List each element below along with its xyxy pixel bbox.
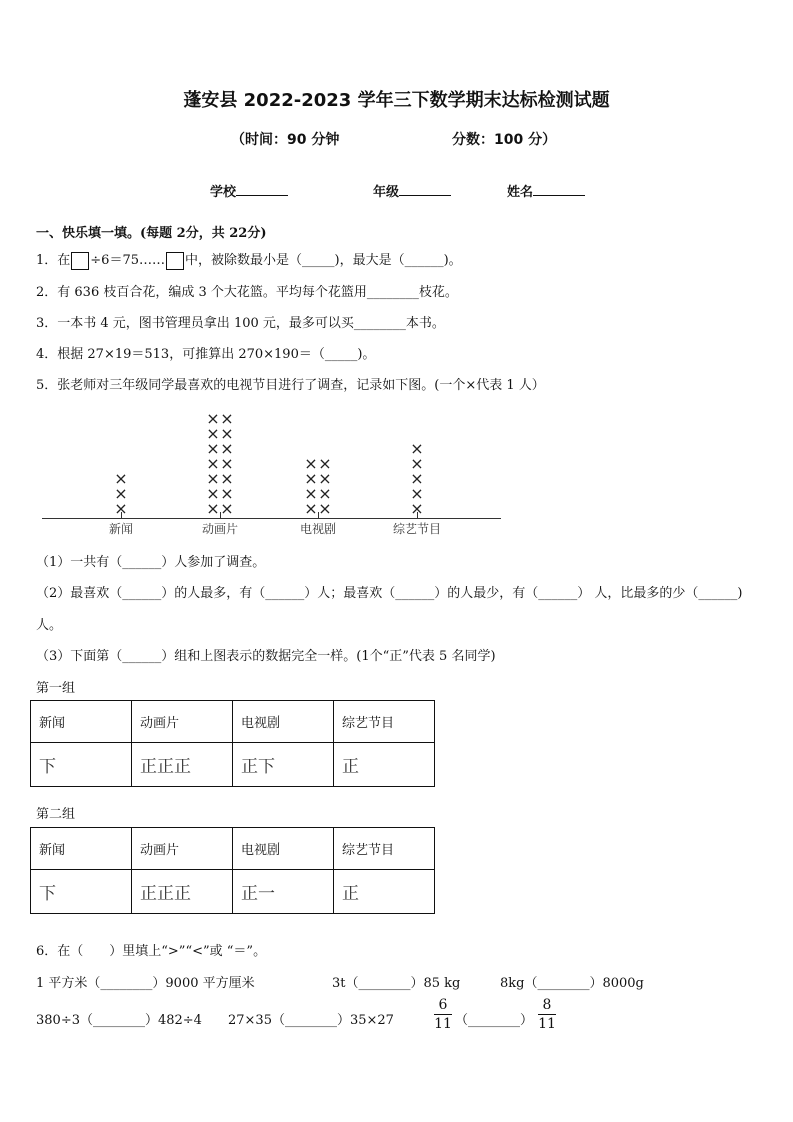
tally-mark: × [206, 439, 220, 458]
tally-mark: × [318, 484, 332, 503]
question-5-2-end: 人。 [36, 618, 63, 633]
question-4: 4．根据 27×19＝513，可推算出 270×190＝（_____)。 [36, 347, 376, 362]
tally-mark: × [410, 484, 424, 503]
category-label: 动画片 [201, 522, 238, 536]
q6-item-4: 380÷3（________）482÷4 [36, 1013, 202, 1028]
page-title: 蓬安县 2022-2023 学年三下数学期末达标检测试题 [183, 90, 610, 111]
blank-box[interactable] [166, 252, 184, 270]
question-1: 1．在 ÷6＝75…… 中，被除数最小是（_____)，最大是（______)。 [36, 253, 462, 268]
table-cell: 正下 [233, 743, 334, 787]
tally-mark: × [220, 469, 234, 488]
tally-mark: × [410, 454, 424, 473]
tally-mark: × [220, 424, 234, 443]
table-cell: 下 [31, 743, 132, 787]
table-cell: 正 [334, 870, 435, 914]
q6-item-5: 27×35（________）35×27 [228, 1013, 394, 1028]
table-header: 电视剧 [233, 701, 334, 743]
fraction-6-11: 6 11 [434, 997, 452, 1032]
tally-mark: × [220, 484, 234, 503]
name-field[interactable]: 姓名 [507, 181, 585, 200]
table-header: 综艺节目 [334, 828, 435, 870]
category-label: 电视剧 [299, 522, 336, 536]
tally-mark: × [410, 499, 424, 518]
table-header: 新闻 [31, 701, 132, 743]
tally-mark: × [114, 484, 128, 503]
table-header: 动画片 [132, 701, 233, 743]
table-header: 新闻 [31, 828, 132, 870]
tally-mark: × [318, 499, 332, 518]
tally-mark: × [220, 454, 234, 473]
q6-item-6: （________） [455, 1013, 534, 1028]
table-cell: 正正正 [132, 870, 233, 914]
section-heading: 一、快乐填一填。(每题 2分，共 22分) [36, 226, 267, 241]
table-cell: 正一 [233, 870, 334, 914]
tally-mark: × [220, 439, 234, 458]
q6-item-1: 1 平方米（________）9000 平方厘米 [36, 976, 255, 991]
question-5-3: （3）下面第（______）组和上图表示的数据完全一样。(1个“正”代表 5 名同学) [36, 649, 496, 664]
question-2: 2．有 636 枝百合花，编成 3 个大花篮。平均每个花篮用________枝花。 [36, 285, 458, 300]
group-1-table [30, 700, 435, 787]
category-label: 综艺节目 [392, 522, 441, 536]
tally-mark: × [114, 469, 128, 488]
question-3: 3．一本书 4 元，图书管理员拿出 100 元，最多可以买________本书。 [36, 316, 445, 331]
table-cell: 下 [31, 870, 132, 914]
fraction-8-11: 8 11 [538, 997, 556, 1032]
table-header: 电视剧 [233, 828, 334, 870]
tally-mark: × [304, 454, 318, 473]
table-cell: 正 [334, 743, 435, 787]
tally-mark: × [206, 469, 220, 488]
table-header: 综艺节目 [334, 701, 435, 743]
tally-mark: × [114, 499, 128, 518]
tally-mark: × [206, 484, 220, 503]
tally-mark: × [206, 409, 220, 428]
grade-field[interactable]: 年级 [373, 181, 451, 200]
q6-item-2: 3t（________）85 kg [332, 976, 461, 991]
question-6: 6．在（ ）里填上“>”“<”或 “＝”。 [36, 944, 267, 959]
tally-mark: × [220, 499, 234, 518]
category-label: 新闻 [108, 522, 133, 536]
group-1-label: 第一组 [36, 681, 76, 696]
blank-box[interactable] [71, 252, 89, 270]
tally-mark: × [206, 499, 220, 518]
exam-time: （时间：90 分钟 [231, 132, 340, 148]
tally-mark: × [304, 499, 318, 518]
tally-mark: × [220, 409, 234, 428]
tally-mark: × [304, 469, 318, 488]
tally-mark: × [410, 469, 424, 488]
tally-mark: × [206, 454, 220, 473]
table-cell: 正正正 [132, 743, 233, 787]
school-field[interactable]: 学校 [210, 181, 288, 200]
chart-axis [42, 518, 501, 519]
exam-score: 分数：100 分） [452, 132, 557, 148]
tally-mark: × [410, 439, 424, 458]
tally-mark: × [206, 424, 220, 443]
q6-item-3: 8kg（________）8000g [500, 976, 644, 991]
tally-mark: × [318, 469, 332, 488]
group-2-table [30, 827, 435, 914]
tally-mark: × [318, 454, 332, 473]
question-5-2: （2）最喜欢（______）的人最多，有（______）人；最喜欢（______）的人最少，有（______） 人，比最多的少（______) [36, 586, 743, 601]
question-5-1: （1）一共有（______）人参加了调查。 [36, 555, 266, 570]
question-5: 5．张老师对三年级同学最喜欢的电视节目进行了调查，记录如下图。(一个×代表 1 人） [36, 378, 545, 393]
tally-mark: × [304, 484, 318, 503]
table-header: 动画片 [132, 828, 233, 870]
group-2-label: 第二组 [36, 807, 76, 822]
